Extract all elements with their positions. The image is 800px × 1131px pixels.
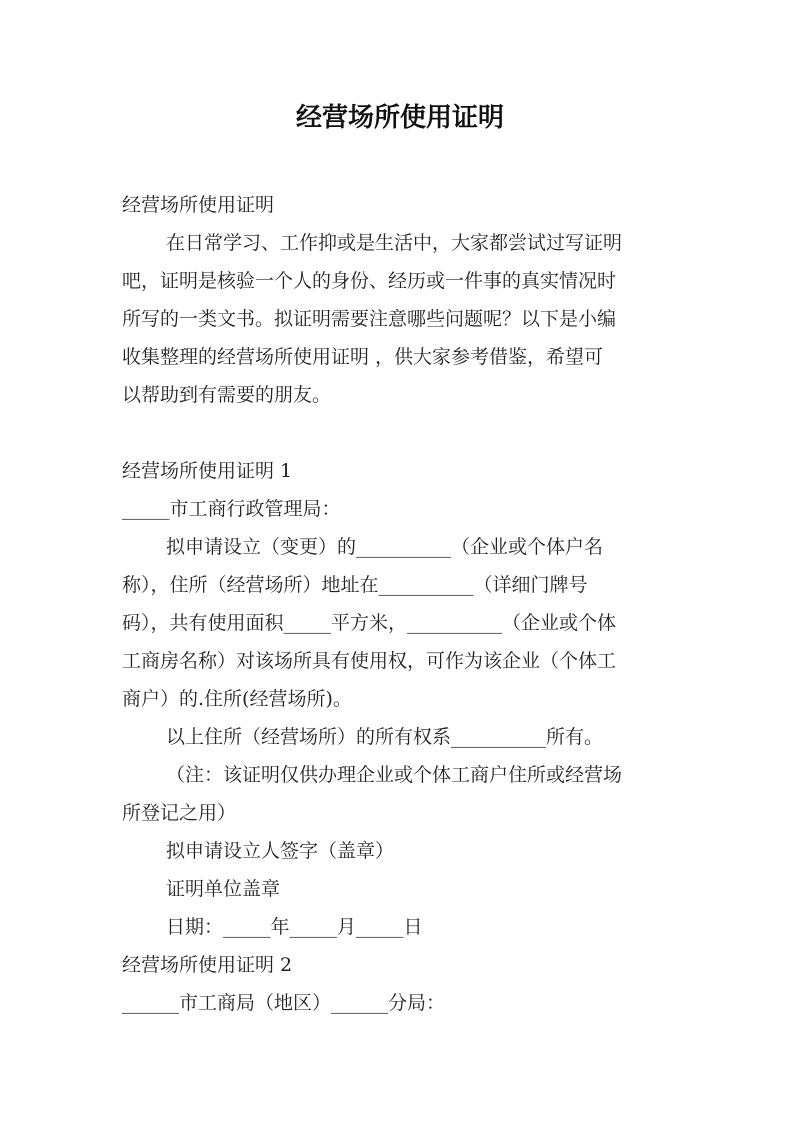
- date-line: 日期：_____年_____月_____日: [166, 916, 423, 938]
- body-line: 码），共有使用面积_____平方米，__________（企业或个体: [122, 612, 617, 634]
- section-heading-2: 经营场所使用证明 2: [122, 954, 293, 976]
- note-line: （注：该证明仅供办理企业或个体工商户住所或经营场: [166, 764, 623, 786]
- body-line: 商户）的.住所(经营场所)。: [122, 688, 352, 710]
- body-line: 工商房名称）对该场所具有使用权，可作为该企业（个体工: [122, 650, 617, 672]
- section-heading-1: 经营场所使用证明 1: [122, 460, 293, 482]
- body-line: 拟申请设立（变更）的__________（企业或个体户名: [166, 536, 604, 558]
- intro-heading: 经营场所使用证明: [122, 194, 275, 216]
- intro-paragraph-line: 所写的一类文书。拟证明需要注意哪些问题呢？以下是小编: [122, 308, 617, 330]
- document-body: [122, 186, 684, 1022]
- addressee-line: _____市工商行政管理局：: [122, 498, 341, 520]
- intro-paragraph-line: 收集整理的经营场所使用证明 ，供大家参考借鉴，希望可: [122, 346, 604, 368]
- certifying-unit-seal-line: 证明单位盖章: [166, 878, 281, 900]
- body-line: 称），住所（经营场所）地址在__________（详细门牌号: [122, 574, 588, 596]
- document-title: 经营场所使用证明: [295, 103, 504, 133]
- addressee-line: ______市工商局（地区）______分局：: [122, 992, 446, 1014]
- intro-paragraph-line: 在日常学习、工作抑或是生活中，大家都尝试过写证明: [166, 232, 623, 254]
- note-line: 所登记之用）: [122, 802, 237, 824]
- intro-paragraph-line: 吧，证明是核验一个人的身份、经历或一件事的真实情况时: [122, 270, 617, 292]
- blank-line: [122, 414, 684, 452]
- applicant-signature-line: 拟申请设立人签字（盖章）: [166, 840, 395, 862]
- ownership-line: 以上住所（经营场所）的所有权系__________所有。: [166, 726, 604, 748]
- intro-paragraph-line: 以帮助到有需要的朋友。: [122, 384, 332, 406]
